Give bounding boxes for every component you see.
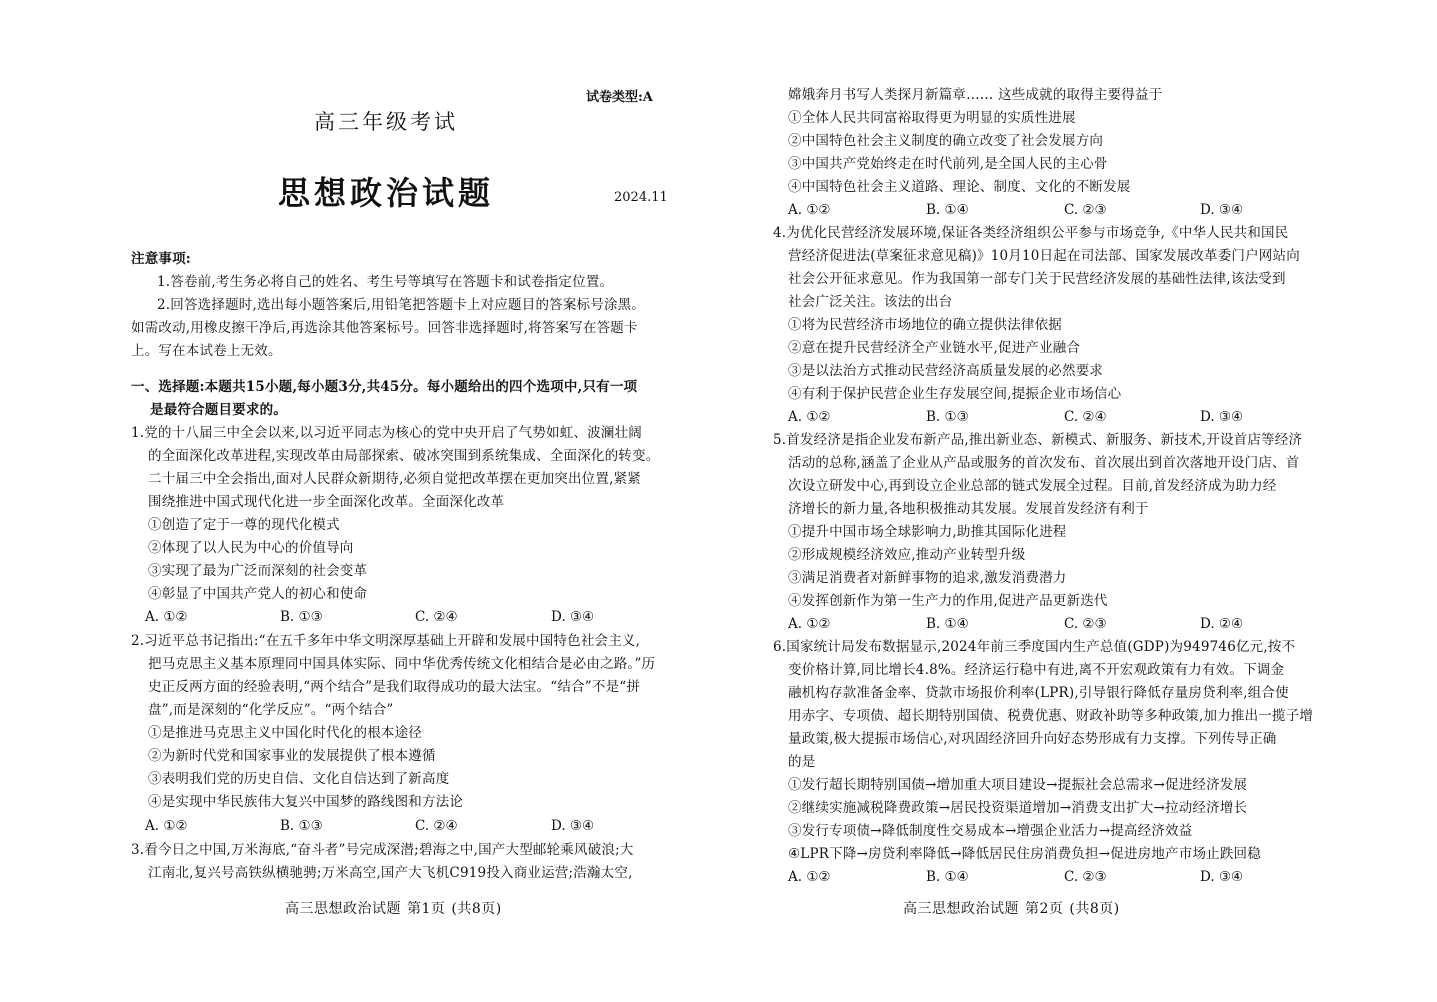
option-a: A. ①② [788,202,831,218]
option-d: D. ③④ [1200,409,1244,425]
option-b: B. ①③ [280,609,323,625]
notice-line: 2.回答选择题时,选出每小题答案后,用铅笔把答题卡上对应题目的答案标号涂黑。 [157,297,646,313]
question-stem: 4.为优化民营经济发展环境,保证各类经济组织公平参与市场竞争,《中华人民共和国民 [773,225,1289,241]
statement-item: ④中国特色社会主义道路、理论、制度、文化的不断发展 [788,179,1131,195]
statement-item: ②中国特色社会主义制度的确立改变了社会发展方向 [788,133,1104,149]
question-stem: 二十届三中全会指出,面对人民群众新期待,必须自觉把改革摆在更加突出位置,紧紧 [148,471,641,487]
statement-item: ①全体人民共同富裕取得更为明显的实质性进展 [788,110,1076,126]
statement-item: ③发行专项债→降低制度性交易成本→增强企业活力→提高经济效益 [788,823,1193,839]
statement-item: ①是推进马克思主义中国化时代化的根本途径 [148,725,422,741]
option-d: D. ②④ [1200,616,1244,632]
question-stem: 把马克思主义基本原理同中国具体实际、同中华优秀传统文化相结合是必由之路。”历 [148,656,656,672]
question-stem: 变价格计算,同比增长4.8%。经济运行稳中有进,离不开宏观政策有力有效。下调金 [788,662,1285,678]
question-stem: 济增长的新力量,各地积极推动其发展。发展首发经济有利于 [788,501,1149,517]
question-stem: 活动的总称,涵盖了企业从产品或服务的首次发布、首次展出到首次落地开设门店、首 [788,455,1300,471]
statement-item: ③满足消费者对新鲜事物的追求,激发消费潜力 [788,570,1067,586]
notice-heading: 注意事项: [131,251,191,267]
exam-date: 2024.11 [614,190,668,205]
question-stem: 围绕推进中国式现代化进一步全面深化改革。全面深化改革 [148,494,505,510]
question-stem: 社会广泛关注。该法的出台 [788,294,953,310]
statement-item: ④有利于保护民营企业生存发展空间,提振企业市场信心 [788,386,1122,402]
answer-options [788,868,1318,886]
question-stem: 1.党的十八届三中全会以来,以习近平同志为核心的党中央开启了气势如虹、波澜壮阔 [131,425,642,441]
option-c: C. ②④ [415,818,458,834]
question-stem: 2.习近平总书记指出:“在五千多年中华文明深厚基础上开辟和发展中国特色社会主义, [131,633,641,649]
answer-options [788,408,1318,426]
question-stem: 营经济促进法(草案征求意见稿)》10月10日起在司法部、国家发展改革委门户网站向 [788,248,1300,264]
statement-item: ③是以法治方式推动民营经济高质量发展的必然要求 [788,363,1104,379]
option-c: C. ②③ [1064,202,1107,218]
question-stem: 融机构存款准备金率、贷款市场报价利率(LPR),引导银行降低存量房贷利率,组合使 [788,685,1289,701]
statement-item: ③表明我们党的历史自信、文化自信达到了新高度 [148,771,450,787]
question-stem: 的是 [788,754,816,770]
answer-options [145,608,665,626]
option-a: A. ①② [145,818,188,834]
footer-total-pages: (共8页) [1069,901,1120,917]
statement-item: ③实现了最为广泛而深刻的社会变革 [148,563,368,579]
option-a: A. ①② [788,616,831,632]
notice-line: 1.答卷前,考生务必将自己的姓名、考生号等填写在答题卡和试卷指定位置。 [157,274,614,290]
option-c: C. ②④ [415,609,458,625]
question-stem: 次设立研发中心,再到设立企业总部的链式发展全过程。目前,首发经济成为助力经 [788,478,1277,494]
statement-item: ④LPR下降→房贷利率降低→降低居民住房消费负担→促进房地产市场止跌回稳 [788,846,1261,862]
statement-item: ①发行超长期特别国债→增加重大项目建设→提振社会总需求→促进经济发展 [788,777,1248,793]
notice-line: 上。写在本试卷上无效。 [131,343,282,359]
statement-item: ④彰显了中国共产党人的初心和使命 [148,586,368,602]
exam-page-1 [0,0,718,1002]
exam-name: 高三年级考试 [314,110,458,134]
option-b: B. ①④ [926,202,969,218]
option-a: A. ①② [788,409,831,425]
answer-options [788,615,1318,633]
question-stem: 盘”,而是深刻的“化学反应”。“两个结合” [148,702,394,718]
statement-item: ②形成规模经济效应,推动产业转型升级 [788,547,1026,563]
option-c: C. ②③ [1064,869,1107,885]
option-a: A. ①② [788,869,831,885]
answer-options [145,817,665,835]
option-d: D. ③④ [1200,202,1244,218]
option-d: D. ③④ [551,609,595,625]
question-stem: 江南北,复兴号高铁纵横驰骋;万米高空,国产大飞机C919投入商业运营;浩瀚太空, [148,865,633,881]
option-b: B. ①③ [280,818,323,834]
statement-item: ②意在提升民营经济全产业链水平,促进产业融合 [788,340,1081,356]
statement-item: ④发挥创新作为第一生产力的作用,促进产品更新迭代 [788,593,1108,609]
statement-item: ②为新时代党和国家事业的发展提供了根本遵循 [148,748,436,764]
page-title: 思想政治试题 [278,174,495,212]
question-stem: 嫦娥奔月书写人类探月新篇章…… 这些成就的取得主要得益于 [788,87,1163,103]
footer-title: 高三思想政治试题 [285,901,401,917]
statement-item: ④是实现中华民族伟大复兴中国梦的路线图和方法论 [148,794,464,810]
footer-total-pages: (共8页) [451,901,502,917]
option-c: C. ②④ [1064,409,1107,425]
notice-line: 如需改动,用橡皮擦干净后,再选涂其他答案标号。回答非选择题时,将答案写在答题卡 [131,320,638,336]
question-stem: 的全面深化改革进程,实现改革由局部探索、破冰突围到系统集成、全面深化的转变。 [148,448,660,464]
footer-page-number: 第2页 [1025,901,1064,917]
section-title: 一、选择题:本题共15小题,每小题3分,共45分。每小题给出的四个选项中,只有一项 [131,379,638,395]
statement-item: ①创造了定于一尊的现代化模式 [148,517,340,533]
page-footer [903,899,1126,919]
option-b: B. ①③ [926,409,969,425]
answer-options [788,201,1318,219]
option-d: D. ③④ [551,818,595,834]
footer-title: 高三思想政治试题 [903,901,1019,917]
question-stem: 用赤字、专项债、超长期特别国债、税费优惠、财政补助等多种政策,加力推出一揽子增 [788,708,1314,724]
statement-item: ②体现了以人民为中心的价值导向 [148,540,354,556]
statement-item: ①将为民营经济市场地位的确立提供法律依据 [788,317,1062,333]
option-d: D. ③④ [1200,869,1244,885]
question-stem: 社会公开征求意见。作为我国第一部专门关于民营经济发展的基础性法律,该法受到 [788,271,1286,287]
question-stem: 量政策,极大提振市场信心,对巩固经济回升向好态势形成有力支撑。下列传导正确 [788,731,1277,747]
option-c: C. ②③ [1064,616,1107,632]
option-b: B. ①④ [926,616,969,632]
section-title: 是最符合题目要求的。 [150,402,287,418]
exam-page-2 [718,0,1437,1002]
paper-type-label: 试卷类型:A [586,90,653,105]
question-stem: 6.国家统计局发布数据显示,2024年前三季度国内生产总值(GDP)为949746亿元,按不 [773,639,1296,655]
question-stem: 3.看今日之中国,万米海底,“奋斗者”号完成深潜;碧海之中,国产大型邮轮乘风破浪;大 [131,842,634,858]
question-stem: 5.首发经济是指企业发布新产品,推出新业态、新模式、新服务、新技术,开设首店等经济 [773,432,1303,448]
option-b: B. ①④ [926,869,969,885]
footer-page-number: 第1页 [407,901,446,917]
question-stem: 史正反两方面的经验表明,“两个结合”是我们取得成功的最大法宝。“结合”不是“拼 [148,679,641,695]
statement-item: ③中国共产党始终走在时代前列,是全国人民的主心骨 [788,156,1108,172]
option-a: A. ①② [145,609,188,625]
statement-item: ②继续实施减税降费政策→居民投资渠道增加→消费支出扩大→拉动经济增长 [788,800,1248,816]
page-footer [285,899,508,919]
statement-item: ①提升中国市场全球影响力,助推其国际化进程 [788,524,1067,540]
